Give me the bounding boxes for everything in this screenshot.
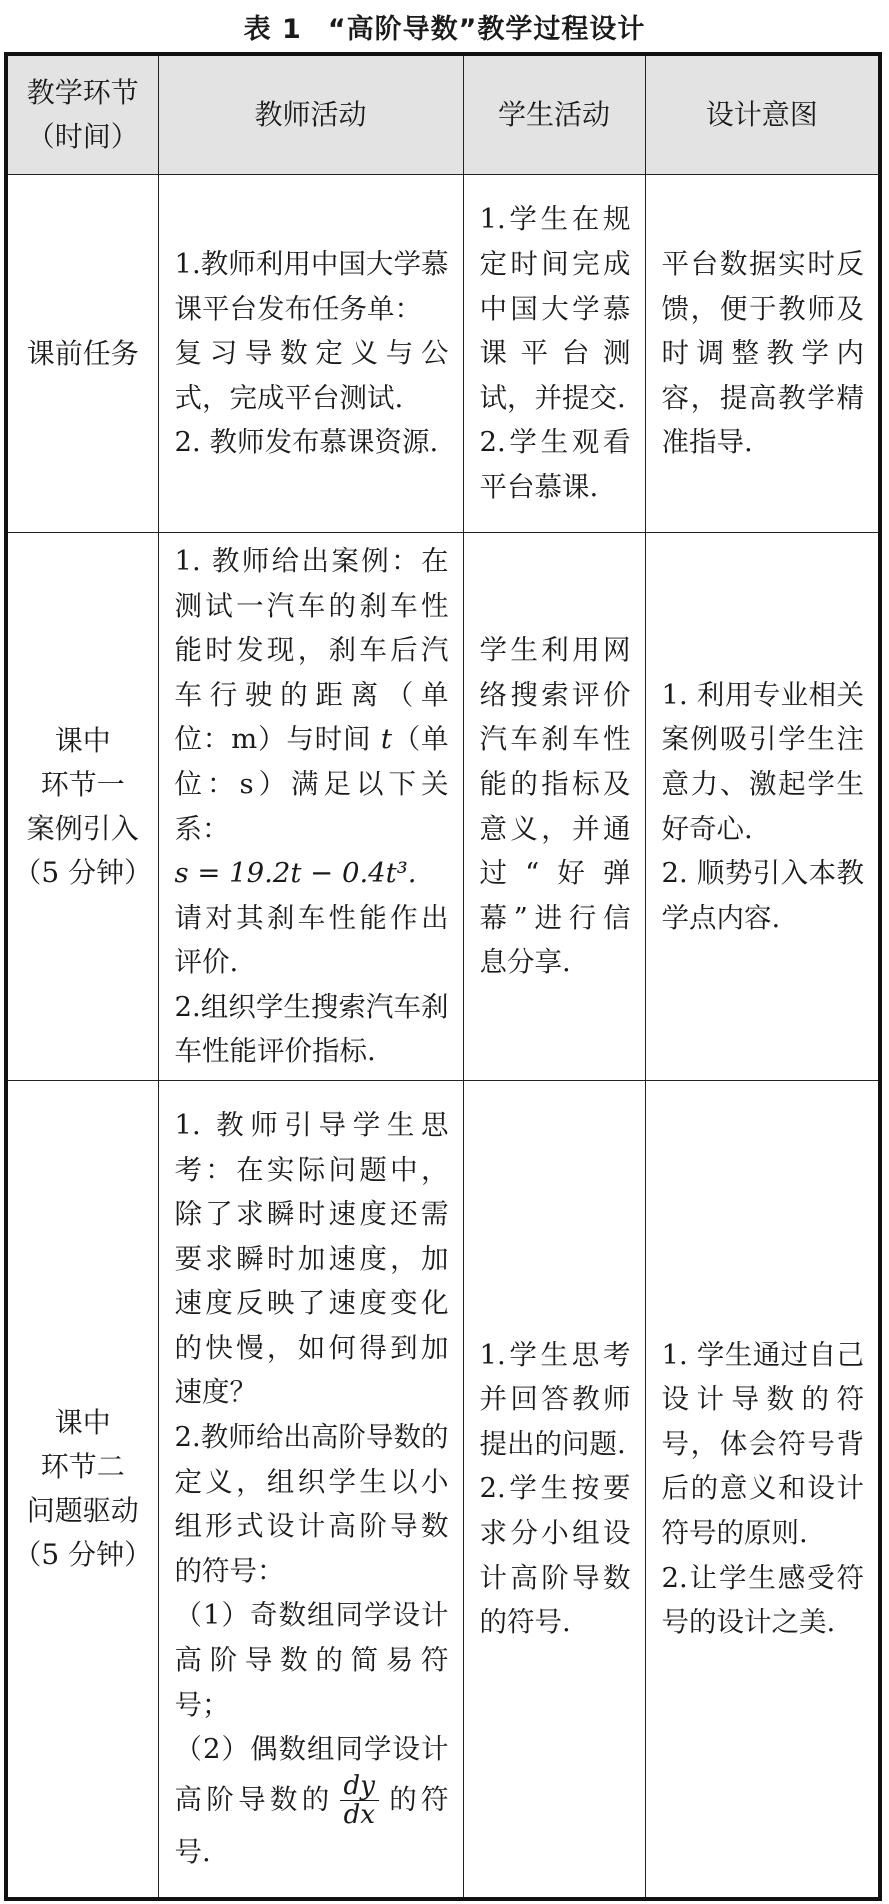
header-stage [6, 54, 158, 175]
dy-dx-fraction [340, 1772, 379, 1830]
stage-cell [6, 1081, 158, 1899]
teacher-activity-item: 2.组织学生搜索汽车刹车性能评价指标. [174, 990, 449, 1068]
student-activity-item: 2.学生按要求分小组设计高阶导数的符号. [479, 1472, 631, 1639]
design-intent-item: 1. 利用专业相关案例吸引学生注意力、激起学生好奇心. [661, 678, 864, 845]
fraction-numerator: dy [340, 1772, 379, 1802]
header-stage-line2: （时间） [26, 120, 139, 153]
teacher-activity-item: 2. 教师发布慕课资源. [174, 426, 439, 459]
design-intent-item: 1. 学生通过自己设计导数的符号，体会符号背后的意义和设计符号的原则. [661, 1338, 864, 1550]
teacher-activity-item: 2.教师给出高阶导数的定义，组织学生以小组形式设计高阶导数的符号： [174, 1421, 449, 1587]
student-activity-item: 1.学生思考并回答教师提出的问题. [479, 1338, 631, 1460]
header-row [6, 54, 880, 175]
teacher-activity-item: （1）奇数组同学设计高阶导数的简易符号； [174, 1599, 449, 1721]
student-activity-item: 学生利用网络搜索评价汽车刹车性能的指标及意义，并通过“好弹幕”进行信息分享. [479, 634, 631, 979]
design-intent-item: 2. 顺势引入本教学点内容. [661, 857, 864, 934]
stage-label: 课中 [54, 1405, 111, 1439]
table-row-pre-class [6, 175, 880, 533]
stage-duration: （5 分钟） [13, 1537, 153, 1571]
table-caption [0, 4, 889, 48]
student-activity-item: 2.学生观看平台慕课. [479, 426, 631, 503]
teacher-activity-item: 复习导数定义与公式，完成平台测试. [174, 337, 449, 414]
table-row-case-intro [6, 533, 880, 1081]
student-activity-item: 1.学生在规定时间完成中国大学慕课平台测试，并提交. [479, 203, 631, 414]
table-number: 表 1 [243, 13, 302, 45]
even-group-text: （2）偶数组同学设计高阶导数的 [174, 1733, 449, 1816]
stage-label: 问题驱动 [26, 1493, 139, 1527]
stage-label: 课中 [54, 723, 111, 757]
even-group-text-cont: 的符号. [174, 1783, 449, 1868]
teacher-activity-item [175, 539, 449, 851]
fraction-denominator: dx [343, 1800, 375, 1831]
design-intent-item: 2.让学生感受符号的设计之美. [661, 1561, 864, 1639]
teacher-activity-item: 1. 教师引导学生思考：在实际问题中，除了求瞬时速度还需要求瞬时加速度，加速度反映了速度变化的快慢，如何得到加速度？ [174, 1108, 449, 1409]
stage-label: 环节一 [40, 767, 125, 801]
teacher-activity-item [175, 1727, 449, 1874]
table-row-problem-driven [6, 1081, 880, 1899]
teaching-process-table [4, 52, 882, 1901]
table-title: “高阶导数”教学过程设计 [327, 13, 646, 45]
teacher-activity-item: 1.教师利用中国大学慕课平台发布任务单： [174, 248, 449, 325]
stage-label: 课前任务 [26, 336, 139, 370]
design-intent-cell [645, 533, 880, 1081]
design-intent-item: 平台数据实时反馈，便于教师及时调整教学内容，提高教学精准指导. [661, 248, 864, 459]
design-intent-cell [645, 1081, 880, 1899]
time-variable: t [380, 723, 392, 756]
teacher-activity-item: 请对其刹车性能作出评价. [174, 901, 449, 979]
case-text: 1. 教师给出案例：在测试一汽车的刹车性能时发现，刹车后汽车行驶的距离（单位：m）与时间 [174, 544, 449, 756]
teacher-activity-cell [158, 533, 463, 1081]
case-text-cont: （单位：s）满足以下关系： [174, 723, 449, 845]
header-intent: 设计意图 [645, 54, 880, 175]
stage-duration: （5 分钟） [13, 855, 153, 889]
stage-cell [6, 175, 158, 533]
student-activity-cell [463, 1081, 645, 1899]
header-teacher: 教师活动 [158, 54, 463, 175]
header-student: 学生活动 [463, 54, 645, 175]
stage-cell [6, 533, 158, 1081]
design-intent-cell [645, 175, 880, 533]
student-activity-cell [463, 175, 645, 533]
student-activity-cell [463, 533, 645, 1081]
braking-formula: s = 19.2t − 0.4t³. [174, 857, 417, 890]
header-stage-line1: 教学环节 [26, 76, 139, 109]
stage-label: 案例引入 [26, 811, 139, 845]
teacher-activity-cell [158, 1081, 463, 1899]
stage-label: 环节二 [40, 1449, 125, 1483]
teacher-activity-cell [158, 175, 463, 533]
